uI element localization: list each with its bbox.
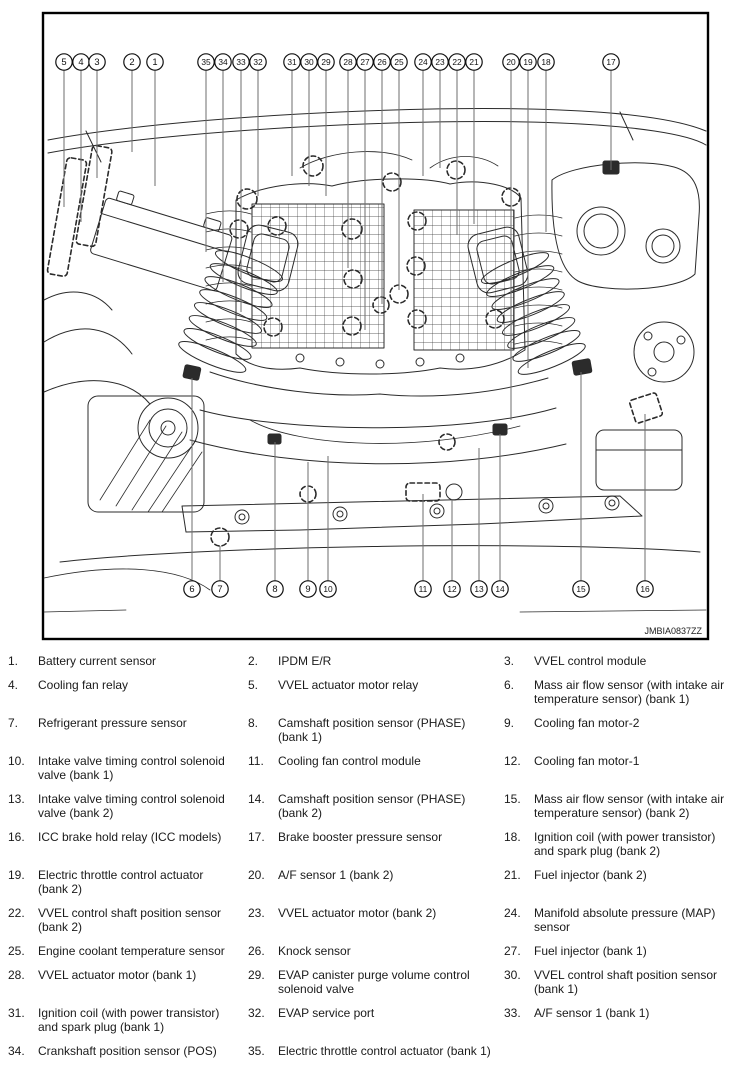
legend-item-34 — [8, 1044, 248, 1058]
legend-item-label: Cooling fan motor-1 — [534, 754, 640, 768]
legend-item-label: Knock sensor — [278, 944, 351, 958]
legend-item-24 — [504, 906, 744, 934]
legend-item-number: 21. — [504, 868, 521, 882]
callout-number-32: 32 — [253, 57, 263, 68]
legend-item-number: 18. — [504, 830, 521, 844]
legend-item-12 — [504, 754, 744, 782]
legend-item-8 — [248, 716, 504, 744]
legend-item-number: 11. — [248, 754, 264, 768]
legend-item-11 — [248, 754, 504, 782]
legend-item-1 — [8, 654, 248, 668]
callout-number-24: 24 — [418, 57, 428, 68]
legend-item-number: 27. — [504, 944, 521, 958]
legend-item-label: Fuel injector (bank 1) — [534, 944, 647, 958]
legend-item-28 — [8, 968, 248, 996]
legend-item-3 — [504, 654, 744, 668]
callout-number-17: 17 — [606, 57, 616, 68]
engine-art — [44, 109, 706, 612]
legend-item-number: 4. — [8, 678, 19, 692]
legend-item-label: Electric throttle control actuator (bank 1) — [278, 1044, 491, 1058]
legend-item-label: Cooling fan control module — [278, 754, 421, 768]
legend-item-number: 13. — [8, 792, 25, 806]
callout-number-25: 25 — [394, 57, 404, 68]
legend-item-number: 16. — [8, 830, 25, 844]
callout-number-7: 7 — [217, 583, 223, 595]
callout-number-31: 31 — [287, 57, 297, 68]
callout-number-27: 27 — [360, 57, 370, 68]
legend-item-number: 31. — [8, 1006, 25, 1020]
legend-item-26 — [248, 944, 504, 958]
legend-item-label: Intake valve timing control solenoid valve (bank 1) — [38, 754, 225, 782]
legend-item-label: Mass air flow sensor (with intake air temperature sensor) (bank 2) — [534, 792, 725, 820]
legend-item-32 — [248, 1006, 504, 1034]
legend-item-number: 29. — [248, 968, 265, 982]
callout-number-12: 12 — [447, 584, 457, 595]
legend-item-label: IPDM E/R — [278, 654, 332, 668]
legend-item-label: Intake valve timing control solenoid valve (bank 2) — [38, 792, 225, 820]
callout-number-21: 21 — [469, 57, 479, 68]
legend-item-30 — [504, 968, 744, 996]
legend-item-label: EVAP service port — [278, 1006, 375, 1020]
legend-item-label: VVEL control shaft position sensor (bank 1) — [534, 968, 717, 996]
legend-item-15 — [504, 792, 744, 820]
callout-number-33: 33 — [236, 57, 246, 68]
legend-item-number: 34. — [8, 1044, 25, 1058]
legend-item-4 — [8, 678, 248, 706]
callout-number-9: 9 — [305, 583, 311, 595]
callout-number-4: 4 — [78, 56, 84, 68]
callout-number-14: 14 — [495, 584, 505, 595]
legend-item-6 — [504, 678, 744, 706]
legend-item-number: 25. — [8, 944, 25, 958]
legend-item-label: VVEL control module — [534, 654, 647, 668]
legend-item-14 — [248, 792, 504, 820]
legend-item-number: 14. — [248, 792, 265, 806]
legend-item-label: Refrigerant pressure sensor — [38, 716, 187, 730]
legend-item-label: Ignition coil (with power transistor) and spark plug (bank 1) — [38, 1006, 220, 1034]
legend-item-number: 28. — [8, 968, 25, 982]
legend-item-label: Electric throttle control actuator (bank 2) — [38, 868, 204, 896]
legend-item-number: 1. — [8, 654, 19, 668]
callout-number-19: 19 — [523, 57, 533, 68]
legend-item-16 — [8, 830, 248, 858]
callout-number-26: 26 — [377, 57, 387, 68]
callout-number-18: 18 — [541, 57, 551, 68]
legend-item-35 — [248, 1044, 504, 1058]
legend-item-label: VVEL control shaft position sensor (bank 2) — [38, 906, 221, 934]
callout-number-8: 8 — [272, 583, 278, 595]
callout-number-1: 1 — [152, 56, 158, 68]
legend-item-19 — [8, 868, 248, 896]
legend-item-label: Mass air flow sensor (with intake air temperature sensor) (bank 1) — [534, 678, 725, 706]
legend-item-number: 33. — [504, 1006, 521, 1020]
legend-item-29 — [248, 968, 504, 996]
legend-item-number: 23. — [248, 906, 265, 920]
legend-item-number: 17. — [248, 830, 265, 844]
callout-number-2: 2 — [129, 56, 135, 68]
legend-item-number: 15. — [504, 792, 521, 806]
legend-item-23 — [248, 906, 504, 934]
legend-item-18 — [504, 830, 744, 858]
callout-number-29: 29 — [321, 57, 331, 68]
legend-item-number: 3. — [504, 654, 515, 668]
callout-number-28: 28 — [343, 57, 353, 68]
callout-number-35: 35 — [201, 57, 211, 68]
legend-item-label: EVAP canister purge volume control solenoid valve — [278, 968, 470, 996]
legend-item-9 — [504, 716, 744, 744]
legend-item-number: 35. — [248, 1044, 265, 1058]
callout-number-6: 6 — [189, 583, 195, 595]
legend-item-25 — [8, 944, 248, 958]
legend-item-22 — [8, 906, 248, 934]
legend-item-2 — [248, 654, 504, 668]
callout-number-34: 34 — [218, 57, 228, 68]
callout-number-30: 30 — [304, 57, 314, 68]
callout-number-22: 22 — [452, 57, 462, 68]
legend-item-label: Crankshaft position sensor (POS) — [38, 1044, 217, 1058]
legend-item-label: Manifold absolute pressure (MAP) sensor — [534, 906, 716, 934]
legend-item-31 — [8, 1006, 248, 1034]
legend-item-label: A/F sensor 1 (bank 1) — [534, 1006, 650, 1020]
legend-item-10 — [8, 754, 248, 782]
callout-number-16: 16 — [640, 584, 650, 595]
legend-item-20 — [248, 868, 504, 896]
callout-number-20: 20 — [506, 57, 516, 68]
callout-number-15: 15 — [576, 584, 586, 595]
legend-item-number: 6. — [504, 678, 515, 692]
legend-item-17 — [248, 830, 504, 858]
legend-item-27 — [504, 944, 744, 958]
legend-item-number: 10. — [8, 754, 25, 768]
legend-item-number: 9. — [504, 716, 515, 730]
legend-item-21 — [504, 868, 744, 896]
legend-item-number: 7. — [8, 716, 19, 730]
legend-item-number: 30. — [504, 968, 521, 982]
callout-number-10: 10 — [323, 584, 333, 595]
legend-item-label: Cooling fan relay — [38, 678, 129, 692]
callout-number-3: 3 — [94, 56, 100, 68]
legend-item-number: 24. — [504, 906, 521, 920]
legend — [8, 654, 744, 1058]
legend-item-label: A/F sensor 1 (bank 2) — [278, 868, 394, 882]
legend-item-7 — [8, 716, 248, 744]
legend-item-number: 5. — [248, 678, 259, 692]
legend-item-number: 26. — [248, 944, 265, 958]
legend-item-label: ICC brake hold relay (ICC models) — [38, 830, 222, 844]
legend-item-33 — [504, 1006, 744, 1034]
legend-item-label: Battery current sensor — [38, 654, 157, 668]
legend-item-label: Camshaft position sensor (PHASE) (bank 2) — [278, 792, 466, 820]
legend-item-number: 2. — [248, 654, 259, 668]
legend-item-label: VVEL actuator motor (bank 1) — [38, 968, 197, 982]
legend-item-number: 20. — [248, 868, 265, 882]
legend-item-5 — [248, 678, 504, 706]
legend-item-number: 22. — [8, 906, 25, 920]
legend-item-label: Ignition coil (with power transistor) and spark plug (bank 2) — [534, 830, 716, 858]
legend-item-label: Cooling fan motor-2 — [534, 716, 640, 730]
callout-number-13: 13 — [474, 584, 484, 595]
legend-item-number: 19. — [8, 868, 25, 882]
legend-item-label: Engine coolant temperature sensor — [38, 944, 225, 958]
legend-item-13 — [8, 792, 248, 820]
callout-number-5: 5 — [61, 56, 67, 68]
legend-item-label: Camshaft position sensor (PHASE) (bank 1) — [278, 716, 466, 744]
legend-item-label: VVEL actuator motor (bank 2) — [278, 906, 437, 920]
legend-item-number: 32. — [248, 1006, 265, 1020]
legend-item-label: VVEL actuator motor relay — [278, 678, 419, 692]
legend-item-number: 12. — [504, 754, 521, 768]
callout-number-11: 11 — [418, 584, 428, 595]
callout-number-23: 23 — [435, 57, 445, 68]
legend-item-label: Brake booster pressure sensor — [278, 830, 443, 844]
legend-item-number: 8. — [248, 716, 259, 730]
legend-item-label: Fuel injector (bank 2) — [534, 868, 647, 882]
watermark: JMBIA0837ZZ — [644, 626, 702, 636]
